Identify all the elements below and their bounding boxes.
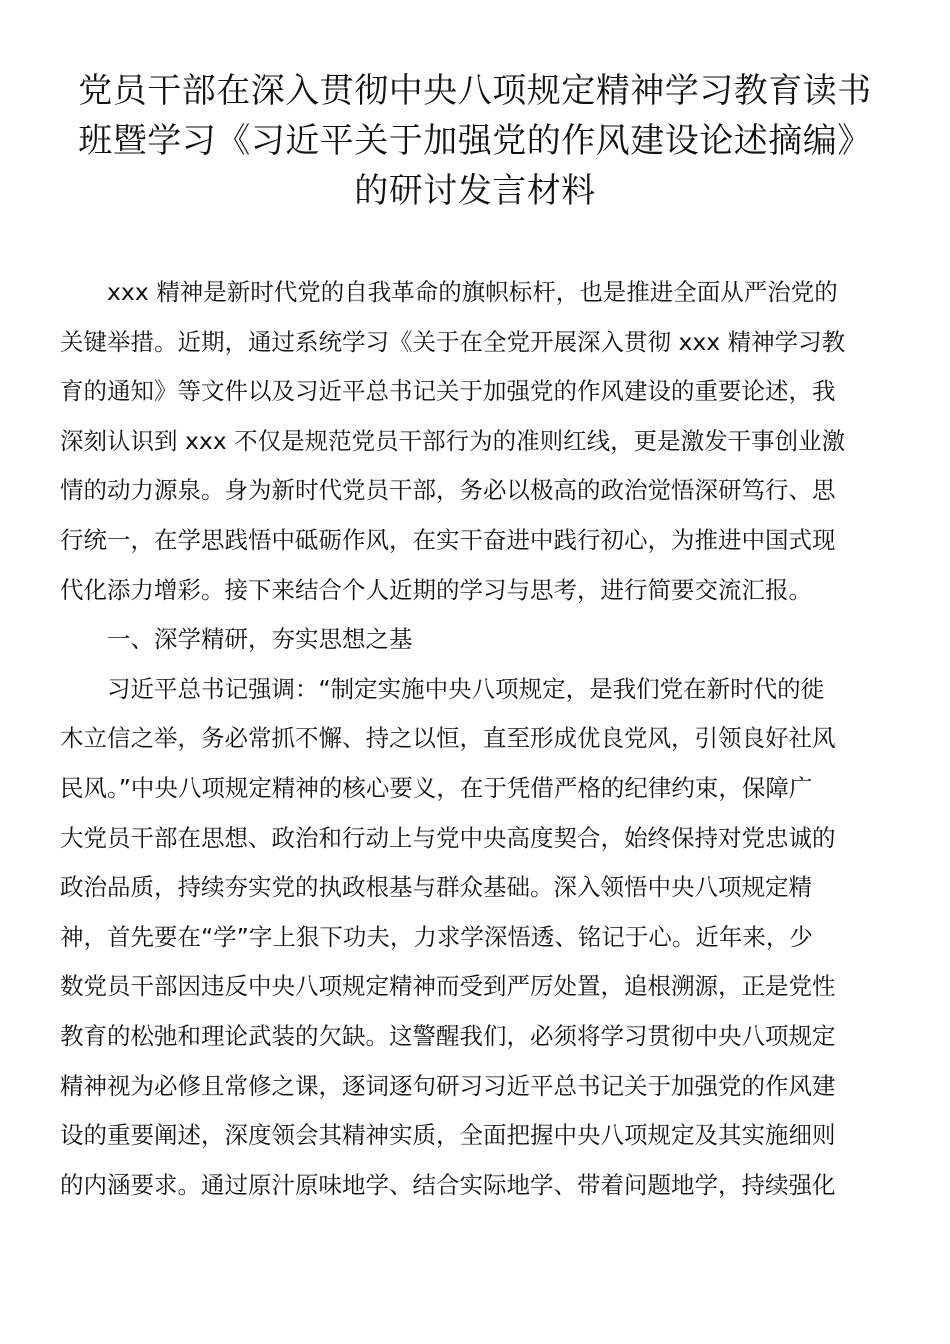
body-line: 的内涵要求。通过原汁原味地学、结合实际地学、带着问题地学，持续强化 — [60, 1170, 836, 1199]
body-line: 关键举措。近期，通过系统学习《关于在全党开展深入贯彻 xxx 精神学习教 — [60, 327, 846, 356]
body-line: 政治品质，持续夯实党的执政根基与群众基础。深入领悟中央八项规定精 — [60, 873, 812, 902]
document-title — [40, 66, 910, 216]
body-line: 代化添力增彩。接下来结合个人近期的学习与思考，进行简要交流汇报。 — [60, 575, 812, 604]
body-line: 教育的松弛和理论武装的欠缺。这警醒我们，必须将学习贯彻中央八项规定 — [60, 1021, 836, 1050]
body-line: 育的通知》等文件以及习近平总书记关于加强党的作风建设的重要论述，我 — [60, 377, 836, 406]
section-heading: 一、深学精研，夯实思想之基 — [107, 625, 413, 654]
body-line: 情的动力源泉。身为新时代党员干部，务必以极高的政治觉悟深研笃行、思 — [60, 476, 836, 505]
body-line: 设的重要阐述，深度领会其精神实质，全面把握中央八项规定及其实施细则 — [60, 1121, 836, 1150]
document-body — [60, 268, 890, 1210]
body-line: 精神视为必修且常修之课，逐词逐句研习习近平总书记关于加强党的作风建 — [60, 1071, 836, 1100]
body-line: 木立信之举，务必常抓不懈、持之以恒，直至形成优良党风，引领良好社风 — [60, 724, 836, 753]
body-line: 神，首先要在“学”字上狠下功夫，力求学深悟透、铭记于心。近年来，少 — [60, 922, 813, 951]
body-line: 行统一，在学思践悟中砥砺作风，在实干奋进中践行初心，为推进中国式现 — [60, 525, 836, 554]
title-line: 党员干部在深入贯彻中央八项规定精神学习教育读书 — [78, 71, 872, 111]
body-line: 民风。”中央八项规定精神的核心要义，在于凭借严格的纪律约束，保障广 — [60, 773, 813, 802]
title-line: 班暨学习《习近平关于加强党的作风建设论述摘编》 — [78, 121, 872, 161]
body-line: xxx 精神是新时代党的自我革命的旗帜标杆，也是推进全面从严治党的 — [107, 278, 838, 306]
body-line: 数党员干部因违反中央八项规定精神而受到严厉处置，追根溯源，正是党性 — [60, 972, 836, 1001]
body-line: 大党员干部在思想、政治和行动上与党中央高度契合，始终保持对党忠诚的 — [60, 823, 836, 852]
title-line: 的研讨发言材料 — [354, 171, 596, 211]
body-line: 习近平总书记强调：“制定实施中央八项规定，是我们党在新时代的徙 — [107, 674, 825, 703]
body-line: 深刻认识到 xxx 不仅是规范党员干部行为的准则红线，更是激发干事创业激 — [60, 426, 846, 455]
